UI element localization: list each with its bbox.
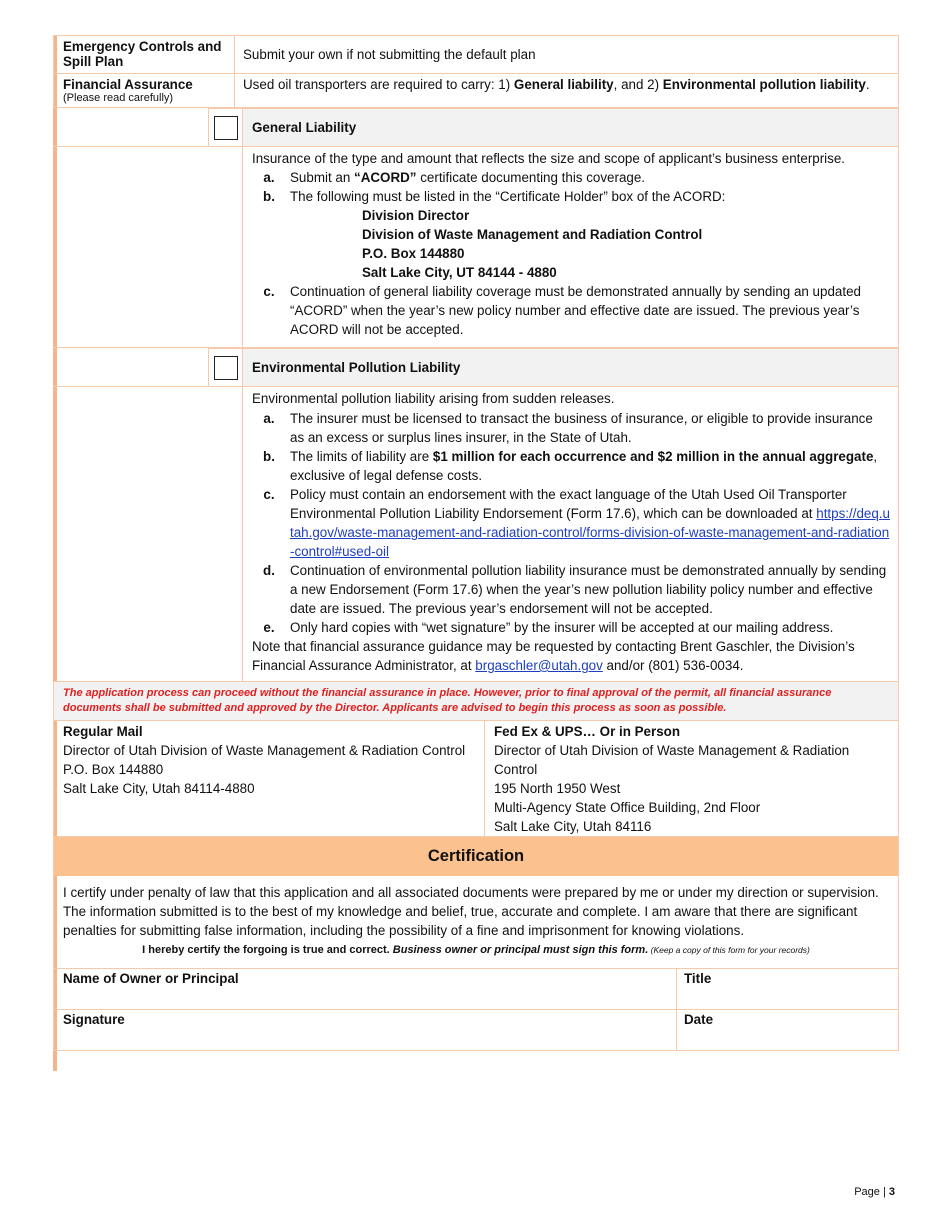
- financial-label: Financial Assurance: [63, 77, 193, 92]
- environmental-liability-checkbox[interactable]: [214, 356, 238, 380]
- general-item-b: b. The following must be listed in the “Certificate Holder” box of the ACORD:: [263, 189, 726, 204]
- environmental-liability-header-row: [53, 348, 899, 387]
- environmental-item-b: b. The limits of liability are $1 million for each occurrence and $2 million in the annual aggregate, exclusive of legal defense costs.: [263, 449, 878, 483]
- general-liability-body-row: [53, 147, 899, 348]
- page-number: 3: [888, 1186, 895, 1198]
- certification-heading: Certification: [53, 837, 899, 876]
- environmental-item-a: a. The insurer must be licensed to transact the business of insurance, or eligible to provide insurance as an excess or surplus lines insurer, in the State of Utah.: [263, 411, 873, 445]
- financial-assurance-note: Note that financial assurance guidance may be requested by contacting Brent Gaschler, the Division’s Financial Assurance Administrator, at brgaschler@utah.gov and/or (801) 536-0034.: [252, 639, 855, 673]
- financial-label-cell: [54, 74, 234, 107]
- environmental-liability-content: [242, 387, 898, 681]
- general-item-a: a. Submit an “ACORD” certificate documenting this coverage.: [263, 170, 646, 185]
- title-field[interactable]: Title: [676, 969, 898, 1009]
- environmental-intro: Environmental pollution liability arising from sudden releases.: [252, 391, 615, 406]
- fedex-title: Fed Ex & UPS… Or in Person: [494, 724, 681, 739]
- certify-line: I hereby certify the forgoing is true and correct. Business owner or principal must sign this form. (Keep a copy of this form for your records): [142, 944, 810, 956]
- general-liability-header-row: [53, 108, 899, 147]
- forms-download-link[interactable]: https://deq.utah.gov/waste-management-and-radiation-control/forms-division-of-waste-management-and-radiation-control#used-oil: [290, 506, 890, 559]
- financial-assurance-notice: The application process can proceed without the financial assurance in place. However, prior to final approval of the permit, all financial assurance documents shall be submitted and approved by the Director. Applicants are advised to begin this process as soon as possible.: [53, 682, 899, 721]
- emergency-value: Submit your own if not submitting the default plan: [234, 36, 898, 73]
- general-liability-checkbox[interactable]: [214, 116, 238, 140]
- general-liability-content: [242, 147, 898, 347]
- certification-body: [53, 876, 899, 969]
- mailing-addresses: [53, 721, 899, 837]
- environmental-item-c: c. Policy must contain an endorsement with the exact language of the Utah Used Oil Transporter Environmental Pollution Liability Endorsement (Form 17.6), which can be downloaded at https://deq.utah.gov/waste-management-and-radiation-control/forms-division-of-waste-management-and-radiation-control#used-oil: [263, 487, 890, 559]
- general-liability-heading: General Liability: [242, 108, 898, 146]
- environmental-item-e: e. Only hard copies with “wet signature” by the insurer will be accepted at our mailing address.: [263, 620, 834, 635]
- emergency-row: [53, 35, 899, 74]
- environmental-liability-heading: Environmental Pollution Liability: [242, 348, 898, 386]
- date-field[interactable]: Date: [676, 1010, 898, 1050]
- general-item-c: c. Continuation of general liability coverage must be demonstrated annually by sending an updated “ACORD” when the year’s new policy number and effective date are issued. The previous year’s ACORD will not be accepted.: [263, 284, 861, 337]
- environmental-item-d: d. Continuation of environmental pollution liability insurance must be demonstrated annually by sending a new Endorsement (Form 17.6) when the year’s new pollution liability policy number and effective date are issued. The previous year’s endorsement will not be accepted.: [263, 563, 887, 616]
- signature-date-row: [53, 1010, 899, 1051]
- regular-mail-address: Regular Mail Director of Utah Division of Waste Management & Radiation Control P.O. Box 144880 Salt Lake City, Utah 84114-4880: [54, 721, 484, 836]
- general-intro: Insurance of the type and amount that reflects the size and scope of applicant’s business enterprise.: [252, 151, 846, 166]
- fedex-address: Fed Ex & UPS… Or in Person Director of Utah Division of Waste Management & Radiation Control 195 North 1950 West Multi-Agency State Office Building, 2nd Floor Salt Lake City, Utah 84116: [484, 721, 898, 836]
- page-footer: Page | 3: [854, 1186, 895, 1198]
- environmental-liability-body-row: [53, 387, 899, 682]
- emergency-label: Emergency Controls and Spill Plan: [63, 39, 222, 69]
- financial-sublabel: (Please read carefully): [63, 92, 174, 104]
- contact-email-link[interactable]: brgaschler@utah.gov: [475, 658, 603, 673]
- regular-mail-title: Regular Mail: [63, 724, 143, 739]
- owner-name-field[interactable]: Name of Owner or Principal: [63, 971, 239, 986]
- certification-statement: I certify under penalty of law that this application and all associated documents were prepared by me or under my direction or supervision. The information submitted is to the best of my knowledge and belief, true, accurate and complete. I am aware that there are significant penalties for submitting false information, including the possibility of a fine and imprisonment for knowing violations.: [63, 885, 879, 938]
- name-title-row: [53, 969, 899, 1010]
- form-page: [53, 35, 899, 1051]
- financial-row: [53, 74, 899, 108]
- certificate-holder-address: Division Director Division of Waste Management and Radiation Control P.O. Box 144880 Salt Lake City, UT 84144 - 4880: [362, 208, 703, 280]
- financial-value: Used oil transporters are required to carry: 1) General liability, and 2) Environmental pollution liability.: [234, 74, 898, 107]
- signature-field[interactable]: Signature: [63, 1012, 125, 1027]
